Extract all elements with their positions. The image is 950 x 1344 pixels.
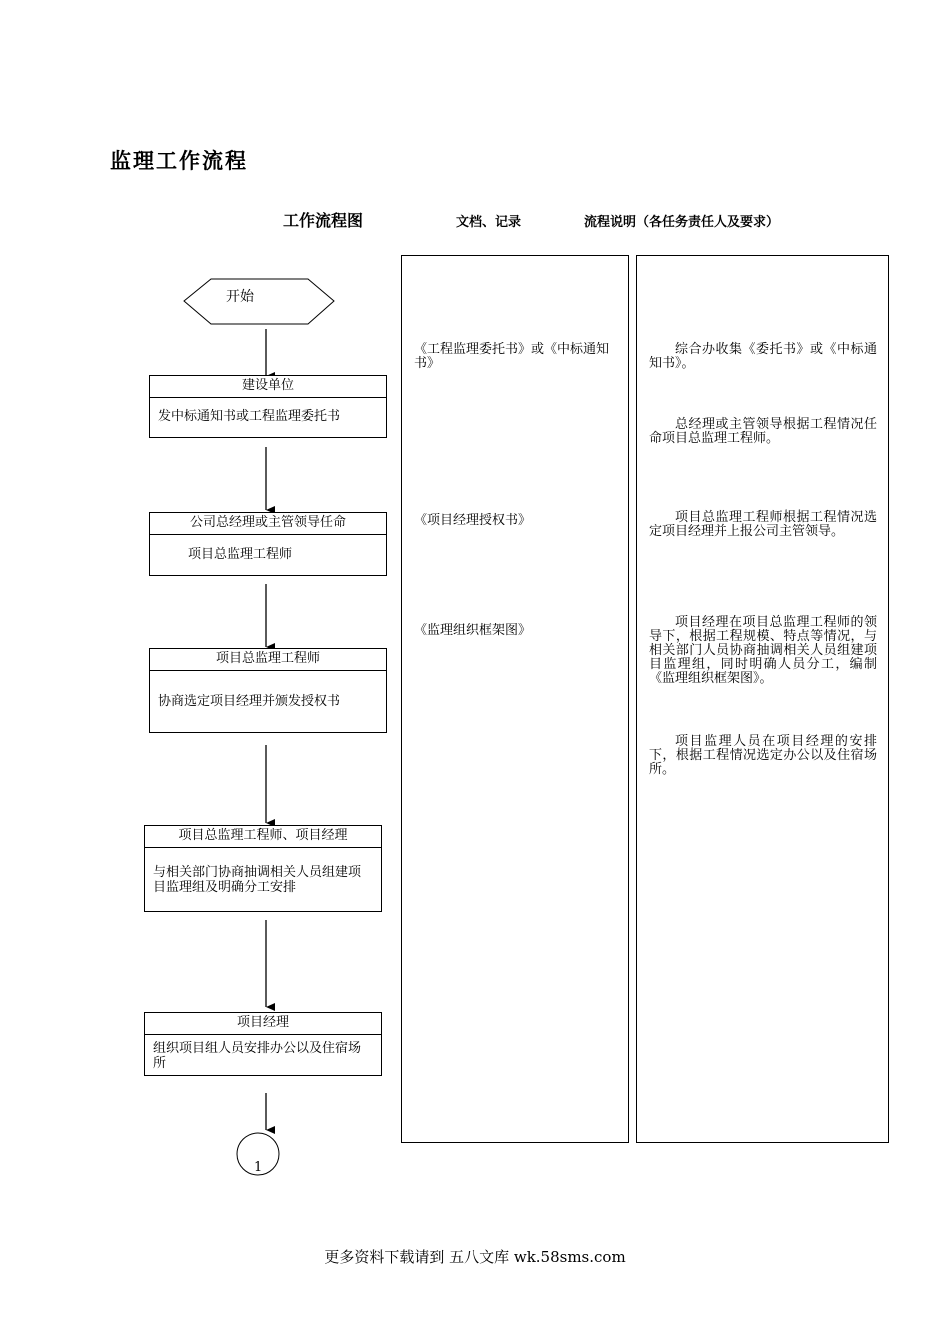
flow-step-2-header: 公司总经理或主管领导任命	[150, 513, 386, 535]
column-header-documents: 文档、记录	[456, 215, 522, 230]
start-terminator-shape	[184, 279, 334, 324]
connector-label: 1	[254, 1160, 263, 1175]
document-item-3: 《监理组织框架图》	[414, 623, 532, 638]
flow-step-2-body: 项目总监理工程师	[188, 547, 293, 562]
flow-step-1-body: 发中标通知书或工程监理委托书	[158, 409, 341, 424]
column-header-description: 流程说明（各任务责任人及要求）	[584, 215, 780, 230]
flow-step-3	[149, 648, 387, 733]
footer-download-link[interactable]: 更多资料下载请到 五八文库 wk.58sms.com	[324, 1248, 626, 1266]
description-item-4: 项目经理在项目总监理工程师的领导下，根据工程规模、特点等情况，与相关部门人员协商抽调相关人员组建项目监理组，同时明确人员分工，编制《监理组织框架图》。	[649, 615, 877, 686]
description-item-1: 综合办收集《委托书》或《中标通知书》。	[649, 342, 877, 371]
flow-step-4-body: 与相关部门协商抽调相关人员组建项目监理组及明确分工安排	[153, 865, 362, 895]
description-item-3: 项目总监理工程师根据工程情况选定项目经理并上报公司主管领导。	[649, 510, 877, 539]
document-item-1: 《工程监理委托书》或《中标通知书》	[414, 342, 610, 371]
page-title: 监理工作流程	[110, 149, 248, 173]
description-panel	[636, 255, 889, 1143]
flow-step-5-body: 组织项目组人员安排办公以及住宿场所	[153, 1041, 362, 1071]
flow-step-1	[149, 375, 387, 438]
flow-step-2	[149, 512, 387, 576]
flow-step-5	[144, 1012, 382, 1076]
document-item-2: 《项目经理授权书》	[414, 513, 532, 528]
column-header-flowchart: 工作流程图	[283, 211, 364, 230]
documents-panel	[401, 255, 629, 1143]
flow-step-4-header: 项目总监理工程师、项目经理	[145, 826, 381, 848]
flow-step-3-header: 项目总监理工程师	[150, 649, 386, 671]
flow-step-4	[144, 825, 382, 912]
flow-step-1-header: 建设单位	[150, 376, 386, 398]
start-label: 开始	[226, 289, 254, 305]
description-item-2: 总经理或主管领导根据工程情况任命项目总监理工程师。	[649, 417, 877, 446]
flow-step-5-header: 项目经理	[145, 1013, 381, 1035]
flow-step-3-body: 协商选定项目经理并颁发授权书	[158, 694, 341, 709]
description-item-5: 项目监理人员在项目经理的安排下，根据工程情况选定办公以及住宿场所。	[649, 734, 877, 777]
